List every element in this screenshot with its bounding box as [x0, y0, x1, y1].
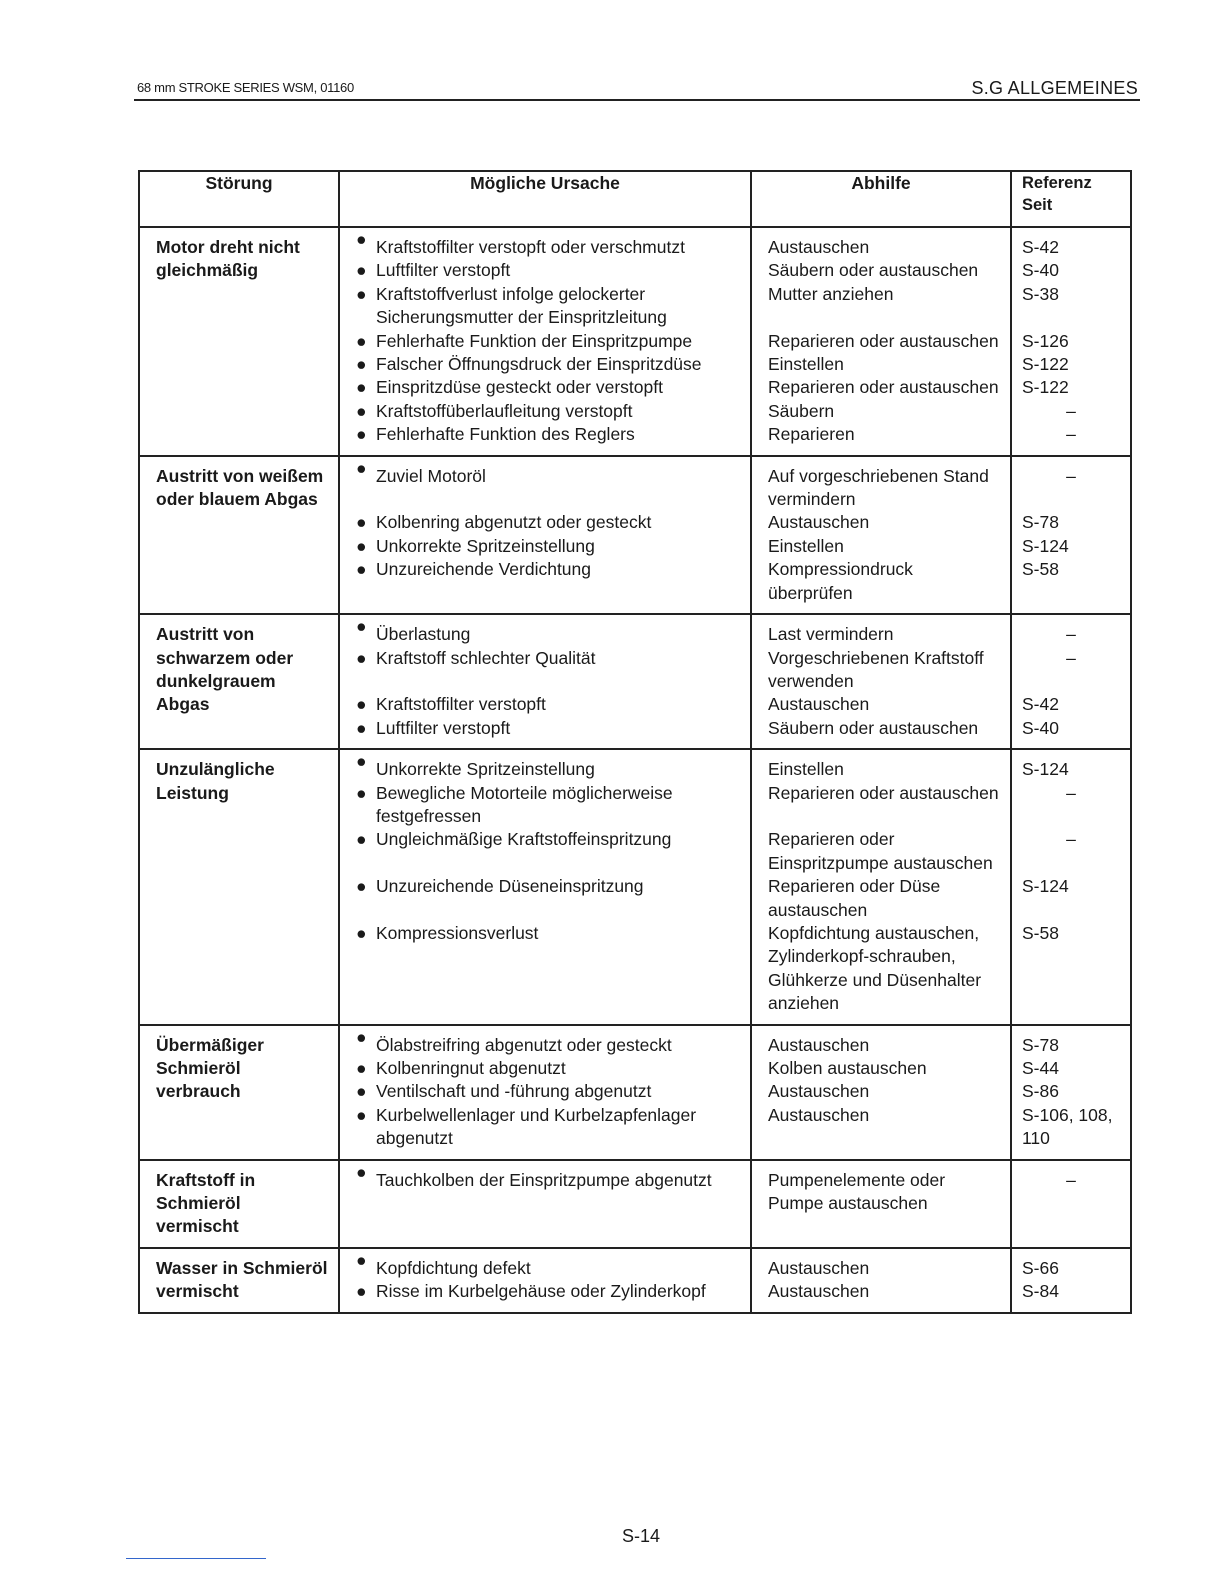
cause-text: Ungleichmäßige Kraftstoffeinspritzung [376, 829, 672, 850]
symptom-cell: Übermäßiger Schmieröl verbrauch [139, 1025, 339, 1160]
table-row [139, 456, 1131, 512]
document-header-series: 68 mm STROKE SERIES WSM, 01160 [137, 80, 354, 95]
bullet-icon: ● [356, 559, 367, 580]
remedy-cell: Reparieren oder austauschen [751, 782, 1011, 829]
bullet-icon: ● [356, 1104, 367, 1125]
bullet-icon: ● [356, 260, 367, 281]
reference-cell: S-38 [1011, 283, 1131, 330]
cause-text: Kopfdichtung defekt [376, 1257, 531, 1278]
bullet-icon: ● [356, 876, 367, 897]
remedy-cell: Reparieren oder Düse austauschen [751, 875, 1011, 922]
cause-text: Bewegliche Motorteile möglicherweise festgefressen [376, 782, 673, 826]
remedy-cell: Reparieren oder Einspritzpumpe austauschen [751, 828, 1011, 875]
reference-cell: S-84 [1011, 1280, 1131, 1312]
remedy-cell: Einstellen [751, 749, 1011, 781]
reference-cell: – [1011, 423, 1131, 455]
cause-text: Kompressionsverlust [376, 922, 539, 943]
cause-cell [339, 227, 751, 259]
bullet-icon: ● [356, 457, 367, 478]
cause-cell [339, 647, 751, 694]
reference-cell: S-124 [1011, 749, 1131, 781]
reference-cell: S-124 [1011, 875, 1131, 922]
cause-text: Ventilschaft und -führung abgenutzt [376, 1081, 652, 1102]
cause-cell [339, 330, 751, 353]
bullet-icon: ● [356, 1249, 367, 1270]
symptom-cell: Motor dreht nicht gleichmäßig [139, 227, 339, 456]
reference-cell: S-126 [1011, 330, 1131, 353]
cause-text: Ölabstreifring abgenutzt oder gesteckt [376, 1034, 672, 1055]
cause-cell [339, 558, 751, 614]
reference-cell: S-66 [1011, 1248, 1131, 1280]
reference-cell: S-40 [1011, 259, 1131, 282]
footer-line [126, 1558, 266, 1559]
remedy-cell: Säubern oder austauschen [751, 717, 1011, 749]
remedy-cell: Einstellen [751, 353, 1011, 376]
remedy-cell: Austauschen [751, 1080, 1011, 1103]
reference-cell: – [1011, 400, 1131, 423]
reference-cell: – [1011, 828, 1131, 875]
cause-text: Kraftstoffilter verstopft [376, 694, 546, 715]
cause-cell [339, 511, 751, 534]
reference-cell: S-42 [1011, 227, 1131, 259]
remedy-cell: Säubern [751, 400, 1011, 423]
reference-cell: S-86 [1011, 1080, 1131, 1103]
cause-text: Kolbenringnut abgenutzt [376, 1058, 566, 1078]
bullet-icon: ● [356, 354, 367, 375]
cause-cell [339, 456, 751, 512]
remedy-cell: Kompressiondruck überprüfen [751, 558, 1011, 614]
bullet-icon: ● [356, 647, 367, 668]
bullet-icon: ● [356, 829, 367, 850]
bullet-icon: ● [356, 229, 367, 249]
cause-cell [339, 1057, 751, 1080]
cause-cell [339, 1248, 751, 1280]
reference-cell: – [1011, 1160, 1131, 1248]
cause-cell [339, 353, 751, 376]
remedy-cell: Austauschen [751, 1248, 1011, 1280]
cause-text: Kraftstoffüberlaufleitung verstopft [376, 400, 633, 421]
bullet-icon: ● [356, 1081, 367, 1102]
table-row [139, 749, 1131, 781]
remedy-cell: Austauschen [751, 227, 1011, 259]
cause-text: Kraftstoffverlust infolge gelockerter Sicherungsmutter der Einspritzleitung [376, 283, 667, 328]
cause-text: Fehlerhafte Funktion des Reglers [376, 424, 635, 445]
column-header-referenz: Referenz Seit [1011, 171, 1131, 227]
remedy-cell: Mutter anziehen [751, 283, 1011, 330]
reference-cell: S-124 [1011, 535, 1131, 558]
cause-text: Fehlerhafte Funktion der Einspritzpumpe [376, 330, 693, 351]
bullet-icon: ● [356, 1058, 367, 1078]
bullet-icon: ● [356, 1281, 367, 1302]
bullet-icon: ● [356, 616, 367, 637]
cause-cell [339, 535, 751, 558]
cause-text: Risse im Kurbelgehäuse oder Zylinderkopf [376, 1281, 706, 1302]
symptom-cell: Austritt von schwarzem oder dunkelgrauem Abgas [139, 614, 339, 749]
bullet-icon: ● [356, 512, 367, 533]
remedy-cell: Auf vorgeschriebenen Stand vermindern [751, 456, 1011, 512]
header-rule [134, 99, 1140, 101]
cause-text: Unzureichende Düseneinspritzung [376, 876, 644, 897]
cause-text: Kraftstoffilter verstopft oder verschmutzt [376, 237, 685, 257]
remedy-cell: Kolben austauschen [751, 1057, 1011, 1080]
table-header-row [139, 171, 1131, 227]
cause-cell [339, 693, 751, 716]
bullet-icon: ● [356, 330, 367, 351]
table-row [139, 614, 1131, 646]
reference-cell: S-122 [1011, 353, 1131, 376]
cause-cell [339, 1160, 751, 1248]
bullet-icon: ● [356, 1161, 367, 1182]
cause-text: Zuviel Motoröl [376, 465, 486, 486]
remedy-cell: Reparieren oder austauschen [751, 376, 1011, 399]
bullet-icon: ● [356, 782, 367, 803]
cause-text: Unzureichende Verdichtung [376, 559, 592, 580]
bullet-icon: ● [356, 535, 367, 556]
cause-cell [339, 1280, 751, 1312]
bullet-icon: ● [356, 717, 367, 738]
reference-cell: S-40 [1011, 717, 1131, 749]
symptom-cell: Kraftstoff in Schmieröl vermischt [139, 1160, 339, 1248]
cause-cell [339, 1025, 751, 1057]
cause-cell [339, 782, 751, 829]
page-number: S-14 [622, 1526, 661, 1546]
troubleshooting-table [138, 170, 1132, 1314]
cause-cell [339, 717, 751, 749]
remedy-cell: Reparieren [751, 423, 1011, 455]
cause-cell [339, 1104, 751, 1160]
bullet-icon: ● [356, 424, 367, 445]
remedy-cell: Reparieren oder austauschen [751, 330, 1011, 353]
cause-cell [339, 376, 751, 399]
remedy-cell: Vorgeschriebenen Kraftstoff verwenden [751, 647, 1011, 694]
reference-cell: – [1011, 647, 1131, 694]
cause-cell [339, 749, 751, 781]
remedy-cell: Austauschen [751, 693, 1011, 716]
table-body [139, 227, 1131, 1313]
table-row [139, 227, 1131, 259]
remedy-cell: Säubern oder austauschen [751, 259, 1011, 282]
cause-text: Einspritzdüse gesteckt oder verstopft [376, 377, 663, 398]
remedy-cell: Kopfdichtung austauschen, Zylinderkopf-schrauben, Glühkerze und Düsenhalter anziehen [751, 922, 1011, 1025]
cause-text: Luftfilter verstopft [376, 260, 511, 281]
cause-cell [339, 828, 751, 875]
column-header-ursache: Mögliche Ursache [339, 171, 751, 227]
remedy-cell: Last vermindern [751, 614, 1011, 646]
reference-cell: S-106, 108, 110 [1011, 1104, 1131, 1160]
remedy-cell: Austauschen [751, 1280, 1011, 1312]
reference-cell: – [1011, 614, 1131, 646]
cause-cell [339, 614, 751, 646]
table-row [139, 1248, 1131, 1280]
reference-cell: S-44 [1011, 1057, 1131, 1080]
bullet-icon: ● [356, 400, 367, 421]
bullet-icon: ● [356, 751, 367, 772]
cause-text: Falscher Öffnungsdruck der Einspritzdüse [376, 354, 702, 375]
symptom-cell: Wasser in Schmieröl vermischt [139, 1248, 339, 1313]
reference-cell: – [1011, 782, 1131, 829]
column-header-stoerung: Störung [139, 171, 339, 227]
bullet-icon: ● [356, 283, 367, 304]
bullet-icon: ● [356, 377, 367, 398]
cause-cell [339, 1080, 751, 1103]
reference-cell: S-122 [1011, 376, 1131, 399]
cause-text: Unkorrekte Spritzeinstellung [376, 759, 595, 780]
cause-text: Überlastung [376, 624, 471, 645]
reference-cell: – [1011, 456, 1131, 512]
cause-cell [339, 875, 751, 922]
reference-cell: S-42 [1011, 693, 1131, 716]
bullet-icon: ● [356, 922, 367, 943]
cause-cell [339, 922, 751, 1025]
reference-cell: S-58 [1011, 558, 1131, 614]
cause-text: Tauchkolben der Einspritzpumpe abgenutzt [376, 1169, 712, 1190]
remedy-cell: Austauschen [751, 511, 1011, 534]
cause-cell [339, 400, 751, 423]
bullet-icon: ● [356, 1026, 367, 1047]
remedy-cell: Einstellen [751, 535, 1011, 558]
reference-cell: S-58 [1011, 922, 1131, 1025]
symptom-cell: Austritt von weißem oder blauem Abgas [139, 456, 339, 614]
cause-cell [339, 283, 751, 330]
table-row [139, 1025, 1131, 1057]
cause-cell [339, 259, 751, 282]
reference-cell: S-78 [1011, 511, 1131, 534]
cause-text: Kraftstoff schlechter Qualität [376, 647, 596, 668]
remedy-cell: Austauschen [751, 1025, 1011, 1057]
cause-text: Unkorrekte Spritzeinstellung [376, 535, 595, 556]
cause-text: Kurbelwellenlager und Kurbelzapfenlager abgenutzt [376, 1104, 697, 1149]
cause-text: Kolbenring abgenutzt oder gesteckt [376, 512, 652, 533]
remedy-cell: Austauschen [751, 1104, 1011, 1160]
symptom-cell: Unzulängliche Leistung [139, 749, 339, 1024]
remedy-cell: Pumpenelemente oder Pumpe austauschen [751, 1160, 1011, 1248]
bullet-icon: ● [356, 694, 367, 715]
column-header-abhilfe: Abhilfe [751, 171, 1011, 227]
section-title: S.G ALLGEMEINES [971, 78, 1138, 98]
cause-cell [339, 423, 751, 455]
reference-cell: S-78 [1011, 1025, 1131, 1057]
table-row [139, 1160, 1131, 1248]
cause-text: Luftfilter verstopft [376, 717, 511, 738]
